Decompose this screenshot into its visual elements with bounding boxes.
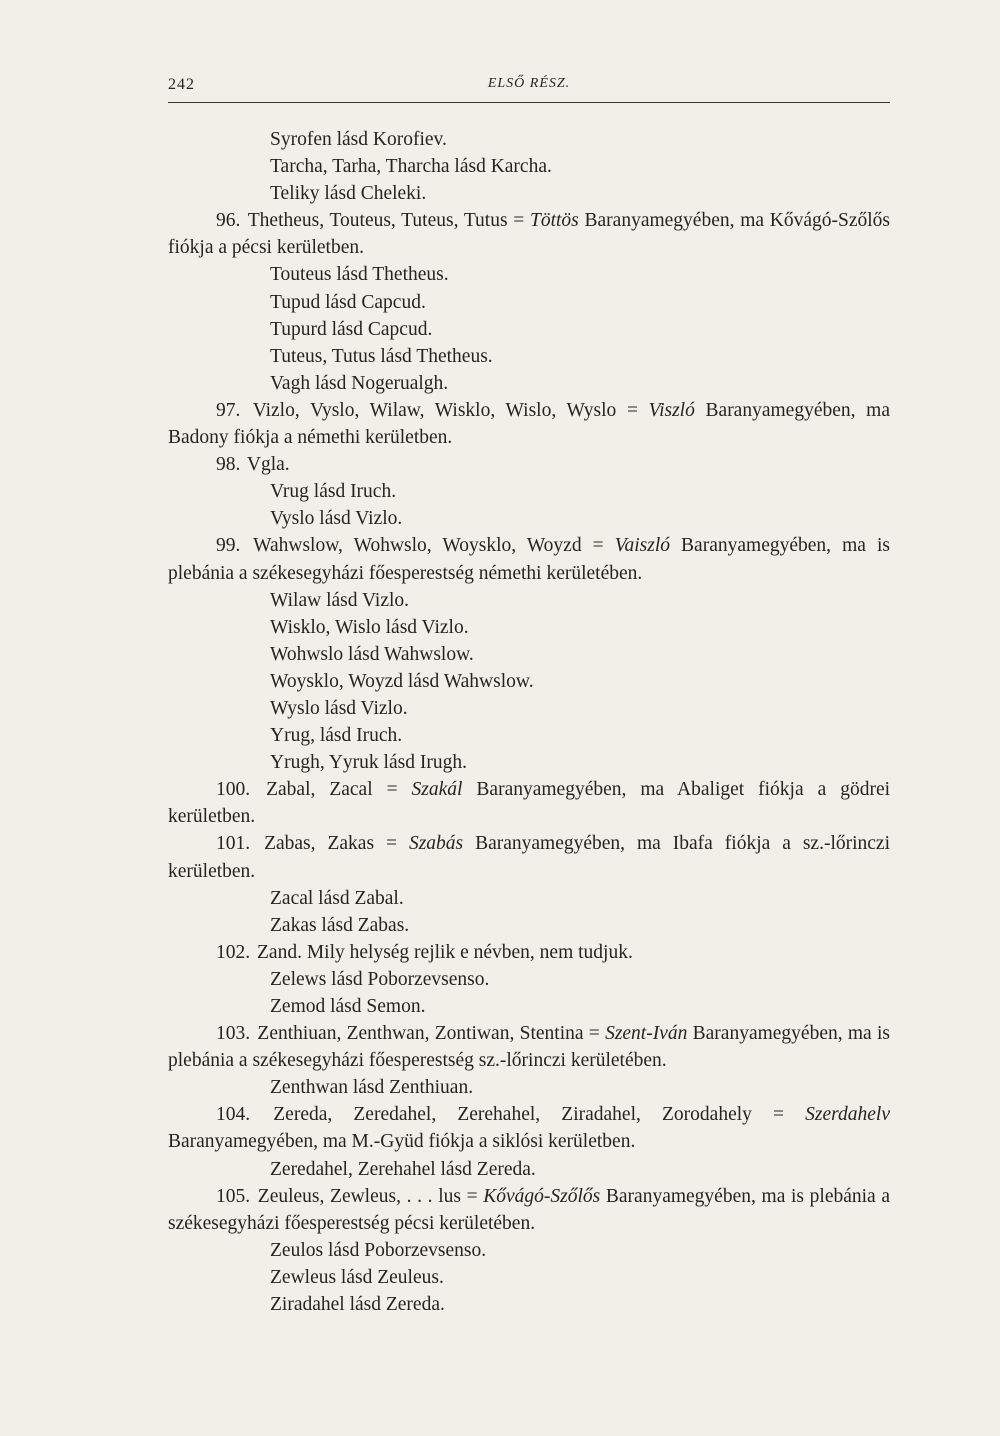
gazetteer-entry	[168, 532, 890, 586]
gazetteer-entry	[168, 451, 890, 478]
modern-place-name: Töttös	[530, 210, 579, 232]
entry-text: Vgla.	[246, 454, 290, 476]
page-body	[168, 126, 890, 1318]
cross-reference: Vyslo lásd Vizlo.	[270, 508, 403, 530]
entry-number: 98.	[216, 454, 241, 476]
cross-reference: Woysklo, Woyzd lásd Wahwslow.	[270, 670, 534, 692]
gazetteer-entry	[168, 1183, 890, 1237]
modern-place-name: Szerdahelv	[805, 1104, 891, 1126]
gazetteer-entry	[168, 939, 890, 966]
gazetteer-entry	[168, 207, 890, 261]
cross-reference: Tupurd lásd Capcud.	[270, 318, 433, 340]
cross-reference: Wilaw lásd Vizlo.	[270, 589, 410, 611]
cross-reference: Vrug lásd Iruch.	[270, 481, 397, 503]
entry-number: 97.	[216, 399, 241, 421]
entry-text: Vizlo, Vyslo, Wilaw, Wisklo, Wislo, Wyslo =	[252, 399, 649, 421]
cross-reference: Touteus lásd Thetheus.	[270, 264, 449, 286]
cross-reference: Zeredahel, Zerehahel lásd Zereda.	[270, 1158, 536, 1180]
cross-reference: Zewleus lásd Zeuleus.	[270, 1266, 444, 1288]
gazetteer-entry	[168, 397, 890, 451]
cross-reference: Wyslo lásd Vizlo.	[270, 697, 408, 719]
page-header	[168, 76, 890, 98]
entry-text: Zabal, Zacal =	[266, 779, 412, 801]
cross-reference: Wisklo, Wislo lásd Vizlo.	[270, 616, 469, 638]
modern-place-name: Szent-Iván	[605, 1023, 688, 1045]
entry-text-rest: Baranyamegyében, ma Abaliget fiókja a gödrei kerületben.	[168, 779, 891, 828]
cross-reference: Teliky lásd Cheleki.	[270, 183, 427, 205]
entry-text: Zand. Mily helység rejlik e névben, nem tudjuk.	[257, 941, 633, 963]
cross-reference: Wohwslo lásd Wahwslow.	[270, 643, 474, 665]
modern-place-name: Vaiszló	[614, 535, 670, 557]
entry-number: 99.	[216, 535, 241, 557]
gazetteer-entry	[168, 776, 890, 830]
entry-text-rest: Baranyamegyében, ma is plebánia a székesegyházi főesperestség pécsi kerületében.	[168, 1185, 891, 1234]
entry-text-rest: Baranyamegyében, ma is plebánia a székesegyházi főesperestség sz.-lőrinczi kerületében.	[168, 1023, 890, 1072]
cross-reference: Tupud lásd Capcud.	[270, 291, 426, 313]
entry-text: Zereda, Zeredahel, Zerehahel, Ziradahel, Zorodahely =	[273, 1104, 806, 1126]
cross-reference: Tuteus, Tutus lásd Thetheus.	[270, 345, 493, 367]
cross-reference: Zeulos lásd Poborzevsenso.	[270, 1239, 487, 1261]
entry-text-rest: Baranyamegyében, ma Kővágó-Szőlős fiókja a pécsi kerületben.	[168, 210, 890, 259]
cross-reference: Yrug, lásd Iruch.	[270, 725, 403, 747]
entry-number: 96.	[216, 210, 241, 232]
cross-reference: Syrofen lásd Korofiev.	[270, 129, 447, 150]
cross-reference: Tarcha, Tarha, Tharcha lásd Karcha.	[270, 156, 552, 178]
page-number: 242	[168, 76, 195, 93]
cross-reference: Vagh lásd Nogerualgh.	[270, 372, 449, 394]
cross-reference: Zemod lásd Semon.	[270, 996, 426, 1017]
entry-text-rest: Baranyamegyében, ma M.-Gyüd fiókja a siklósi kerületben.	[168, 1131, 636, 1153]
cross-reference: Zakas lásd Zabas.	[270, 914, 410, 936]
entry-text-rest: Baranyamegyében, ma is plebánia a székesegyházi főesperestség némethi kerületében.	[168, 535, 890, 584]
modern-place-name: Szabás	[408, 833, 464, 855]
modern-place-name: Viszló	[648, 399, 695, 421]
entry-number: 101.	[216, 833, 251, 855]
entry-number: 103.	[216, 1023, 251, 1045]
header-rule	[168, 102, 890, 103]
entry-text: Zabas, Zakas =	[264, 833, 409, 855]
entry-text: Wahwslow, Wohwslo, Woysklo, Woyzd =	[253, 535, 615, 557]
running-title: ELSŐ RÉSZ.	[487, 76, 571, 91]
cross-reference: Zacal lásd Zabal.	[270, 887, 404, 909]
entry-number: 100.	[216, 779, 251, 801]
cross-reference: Yrugh, Yyruk lásd Irugh.	[270, 752, 467, 774]
gazetteer-entry	[168, 830, 890, 884]
entry-number: 102.	[216, 941, 251, 963]
gazetteer-entry	[168, 1101, 890, 1155]
modern-place-name: Szakál	[411, 779, 463, 801]
entry-text: Zenthiuan, Zenthwan, Zontiwan, Stentina =	[257, 1023, 606, 1045]
modern-place-name: Kővágó-Szőlős	[483, 1185, 601, 1207]
entry-text: Thetheus, Touteus, Tuteus, Tutus =	[247, 210, 530, 232]
entry-text: Zeuleus, Zewleus, . . . lus =	[257, 1185, 484, 1207]
entry-number: 104.	[216, 1104, 251, 1126]
cross-reference: Zelews lásd Poborzevsenso.	[270, 968, 490, 990]
cross-reference: Ziradahel lásd Zereda.	[270, 1294, 445, 1316]
cross-reference: Zenthwan lásd Zenthiuan.	[270, 1077, 474, 1099]
entry-text-rest: Baranyamegyében, ma Ibafa fiókja a sz.-lőrinczi kerületben.	[168, 833, 890, 882]
entry-number: 105.	[216, 1185, 251, 1207]
gazetteer-entry	[168, 1020, 890, 1074]
entry-text-rest: Baranyamegyében, ma Badony fiókja a némethi kerületben.	[168, 399, 890, 449]
